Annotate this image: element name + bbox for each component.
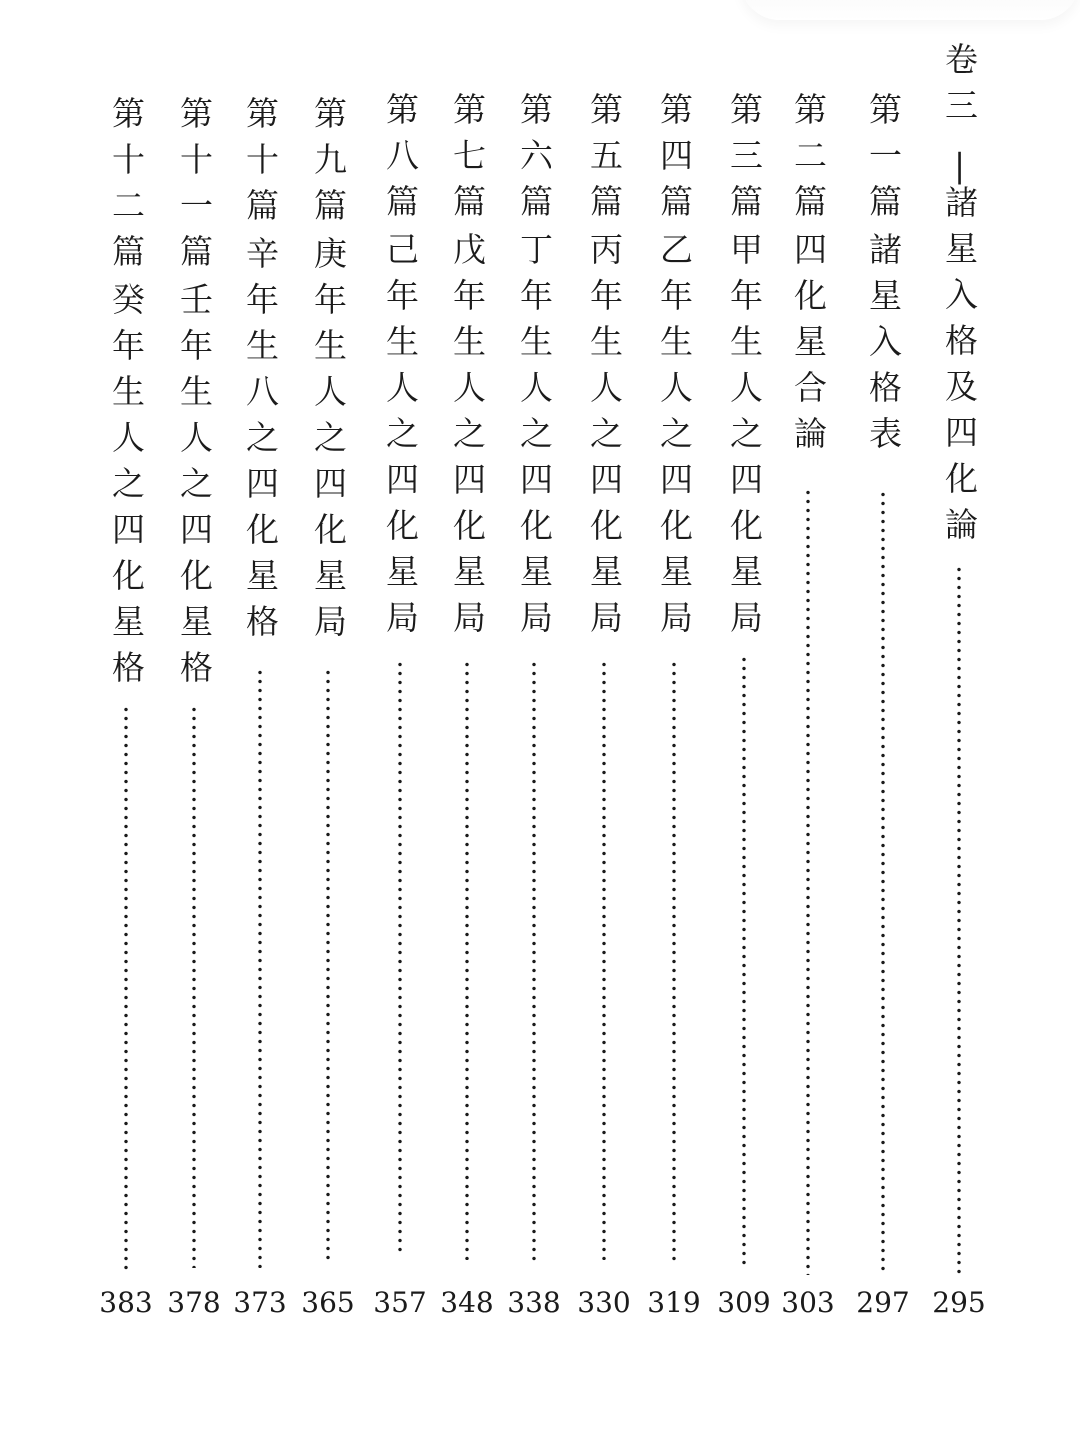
dot-leader [742, 655, 746, 1265]
chapter-number: 第九篇 [309, 96, 348, 234]
toc-entry[interactable] [853, 0, 913, 1450]
page-number: 338 [507, 1286, 561, 1319]
toc-entry[interactable] [370, 0, 430, 1450]
page-number: 297 [856, 1286, 910, 1319]
volume-title: 諸星入格及四化論 [940, 185, 979, 553]
toc-entry[interactable] [164, 0, 224, 1450]
toc-heading[interactable] [929, 0, 989, 1450]
chapter-number: 第六篇 [515, 92, 554, 230]
page-number: 357 [373, 1286, 427, 1319]
volume-label: 卷三 [940, 42, 979, 134]
heading-dash: | [940, 146, 979, 185]
chapter-title: 諸星入格表 [864, 232, 903, 462]
chapter-title: 甲年生人之四化星局 [725, 232, 764, 646]
toc-entry[interactable] [437, 0, 497, 1450]
toc-entry[interactable] [298, 0, 358, 1450]
toc-entry[interactable] [96, 0, 156, 1450]
chapter-title: 丙年生人之四化星局 [585, 232, 624, 646]
dot-leader [602, 660, 606, 1260]
chapter-title: 癸年生人之四化星格 [107, 282, 146, 696]
dot-leader [192, 705, 196, 1268]
chapter-title: 乙年生人之四化星局 [655, 232, 694, 646]
chapter-number: 第二篇 [789, 92, 828, 230]
dot-leader [806, 488, 810, 1275]
toc-entry[interactable] [230, 0, 290, 1450]
chapter-title: 己年生人之四化星局 [381, 232, 420, 646]
page-number: 309 [717, 1286, 771, 1319]
chapter-number: 第四篇 [655, 92, 694, 230]
chapter-title: 辛年生八之四化星格 [241, 236, 280, 650]
page-number: 378 [167, 1286, 221, 1319]
chapter-title: 丁年生人之四化星局 [515, 232, 554, 646]
toc-entry[interactable] [504, 0, 564, 1450]
chapter-number: 第五篇 [585, 92, 624, 230]
page-number: 303 [781, 1286, 835, 1319]
dot-leader [672, 660, 676, 1265]
chapter-title: 四化星合論 [789, 232, 828, 462]
chapter-number: 第三篇 [725, 92, 764, 230]
chapter-title: 戊年生人之四化星局 [448, 232, 487, 646]
page-number: 319 [647, 1286, 701, 1319]
toc-entry[interactable] [778, 0, 838, 1450]
chapter-title: 壬年生人之四化星格 [175, 282, 214, 696]
page-number: 295 [932, 1286, 986, 1319]
toc-entry[interactable] [644, 0, 704, 1450]
page-number: 383 [99, 1286, 153, 1319]
chapter-number: 第八篇 [381, 92, 420, 230]
chapter-number: 第十篇 [241, 96, 280, 234]
dot-leader [398, 660, 402, 1255]
chapter-number: 第七篇 [448, 92, 487, 230]
toc-entry[interactable] [574, 0, 634, 1450]
chapter-title: 庚年生人之四化星局 [309, 236, 348, 650]
chapter-number: 第十二篇 [107, 96, 146, 280]
dot-leader [957, 565, 961, 1275]
dot-leader [465, 660, 469, 1260]
page-number: 330 [577, 1286, 631, 1319]
dot-leader [326, 668, 330, 1263]
chapter-number: 第十一篇 [175, 96, 214, 280]
dot-leader [532, 660, 536, 1265]
page-number: 373 [233, 1286, 287, 1319]
dot-leader [124, 705, 128, 1273]
dot-leader [881, 490, 885, 1275]
chapter-number: 第一篇 [864, 92, 903, 230]
toc-entry[interactable] [714, 0, 774, 1450]
dot-leader [258, 668, 262, 1268]
page-number: 348 [440, 1286, 494, 1319]
page-number: 365 [301, 1286, 355, 1319]
